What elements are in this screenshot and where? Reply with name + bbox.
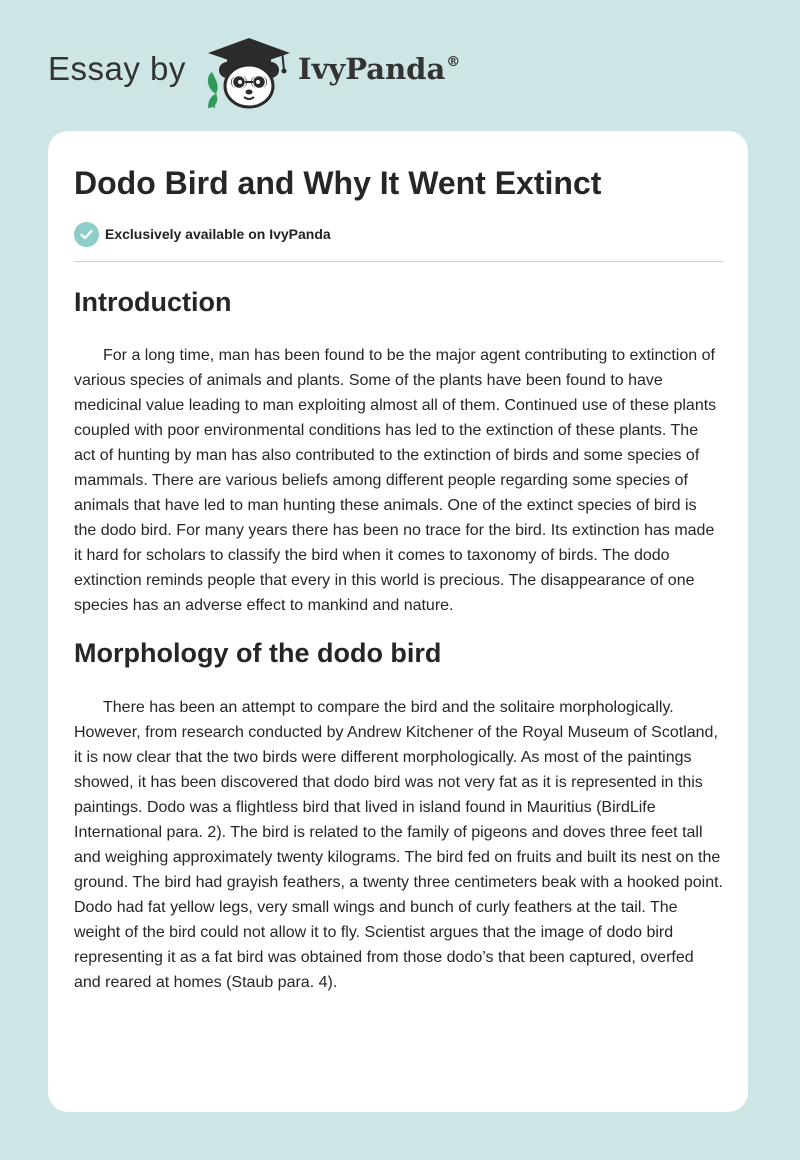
- essay-by-label: Essay by: [48, 50, 186, 87]
- site-header: [0, 0, 800, 130]
- section-heading-introduction: Introduction: [74, 287, 232, 317]
- brand-label: IvyPanda: [298, 52, 446, 86]
- registered-mark: ®: [446, 54, 461, 70]
- exclusive-badge: [74, 221, 331, 247]
- checkmark-icon: [74, 222, 99, 247]
- article-card: [48, 131, 748, 1112]
- title-divider: [74, 261, 723, 262]
- page-title: Dodo Bird and Why It Went Extinct: [74, 165, 602, 201]
- section-paragraph-morphology: There has been an attempt to compare the bird and the solitaire morphologically. However, from research conducted by Andrew Kitchener of the Royal Museum of Scotland, it is now clear that the two birds were different morphologically. As most of the paintings showed, it has been discovered that dodo bird was not very fat as it is represented in this paintings. Dodo was a flightless bird that lived in island found in Mauritius (BirdLife International para. 2). The bird is related to the family of pigeons and doves three feet tall and weighing approximately twenty kilograms. The bird fed on fruits and built its nest on the ground. The bird had grayish feathers, a twenty three centimeters beak with a hooked point. Dodo had fat yellow legs, very small wings and bunch of curly feathers at the tail. The weight of the bird could not allow it to fly. Scientist argues that the image of dodo bird representing it as a fat bird was obtained from those dodo’s that been captured, overfed and reared at homes (Staub para. 4).: [74, 699, 723, 991]
- section-paragraph-introduction: For a long time, man has been found to be the major agent contributing to extinction of various species of animals and plants. Some of the plants have been found to have medicinal value leading to man exploiting almost all of them. Continued use of these plants coupled with poor environmental conditions has led to the extinction of these plants. The act of hunting by man has also contributed to the extinction of birds and some species of mammals. There are various beliefs among different people regarding some species of animals that have led to man hunting these animals. One of the extinct species of bird is the dodo bird. For many years there has been no trace for the bird. Its extinction has made it hard for scholars to classify the bird when it comes to taxonomy of birds. The dodo extinction reminds people that every in this world is precious. The disappearance of one species has an adverse effect to mankind and nature.: [74, 347, 717, 614]
- brand-name[interactable]: [298, 52, 460, 86]
- section-heading-morphology: Morphology of the dodo bird: [74, 638, 442, 668]
- exclusive-badge-label: Exclusively available on IvyPanda: [105, 226, 331, 242]
- panda-logo-icon[interactable]: [202, 36, 296, 110]
